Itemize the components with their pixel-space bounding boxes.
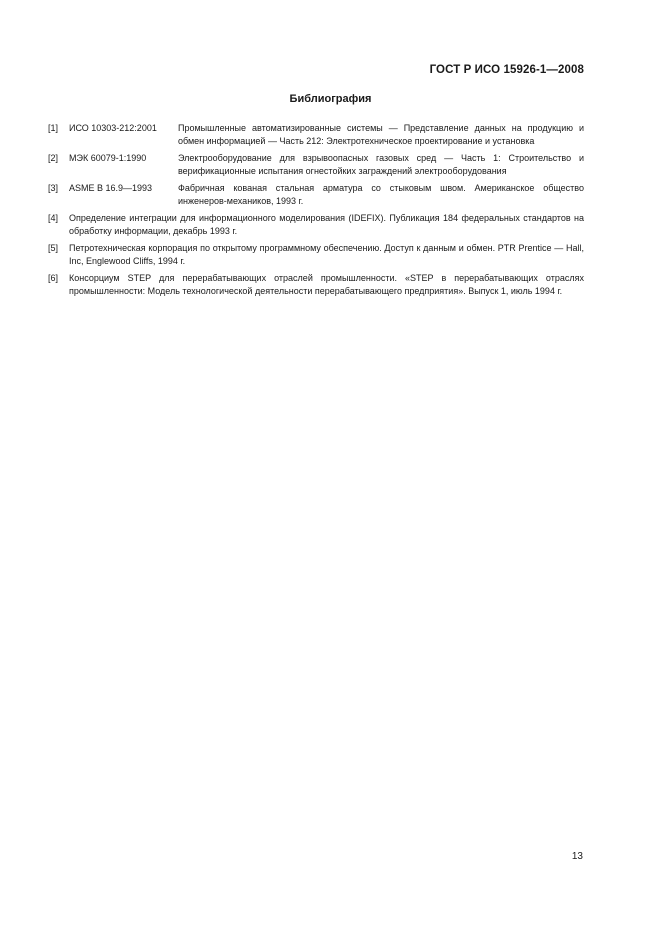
page-number: 13 — [571, 851, 583, 862]
document-header-code: ГОСТ Р ИСО 15926-1—2008 — [429, 64, 584, 76]
bibliography-list — [48, 122, 584, 302]
entry-number: [4] — [48, 213, 59, 223]
bibliography-title: Библиография — [289, 93, 372, 105]
entry-number: [3] — [48, 183, 59, 193]
entry-standard-code: МЭК 60079-1:1990 — [69, 153, 147, 163]
bibliography-entry-5 — [48, 242, 584, 267]
entry-number: [2] — [48, 153, 59, 163]
bibliography-entry-6 — [48, 272, 584, 297]
entry-standard-code: ИСО 10303-212:2001 — [69, 123, 157, 133]
entry-description: Консорциум STEP для перерабатывающих отраслей промышленности. «STEP в перерабатывающих отраслях промышленности: Модель технологической деятельности перерабатывающего предприятия». Выпуск 1, июль 1994 г. — [69, 273, 584, 296]
entry-number: [6] — [48, 273, 59, 283]
entry-description: Определение интеграции для информационного моделирования (IDEFIX). Публикация 184 федеральных стандартов на обработку информации, декабрь 1993 г. — [69, 213, 584, 236]
entry-description: Промышленные автоматизированные системы — Представление данных на продукцию и обмен информацией — Часть 212: Электротехническое проектирование и установка — [178, 123, 584, 146]
entry-number: [5] — [48, 243, 59, 253]
entry-description: Электрооборудование для взрывоопасных газовых сред — Часть 1: Строительство и верификационные испытания огнестойких заграждений электрооборудования — [178, 153, 584, 176]
entry-description: Петротехническая корпорация по открытому программному обеспечению. Доступ к данным и обмен. PTR Prentice — Hall, Inc, Englewood Cliffs, 1994 г. — [69, 243, 584, 266]
bibliography-entry-3 — [48, 182, 584, 207]
bibliography-entry-4 — [48, 212, 584, 237]
bibliography-entry-1 — [48, 122, 584, 147]
entry-standard-code: ASME B 16.9—1993 — [69, 183, 153, 193]
entry-number: [1] — [48, 123, 59, 133]
entry-description: Фабричная кованая стальная арматура со стыковым швом. Американское общество инженеров-механиков, 1993 г. — [178, 183, 584, 206]
bibliography-entry-2 — [48, 152, 584, 177]
